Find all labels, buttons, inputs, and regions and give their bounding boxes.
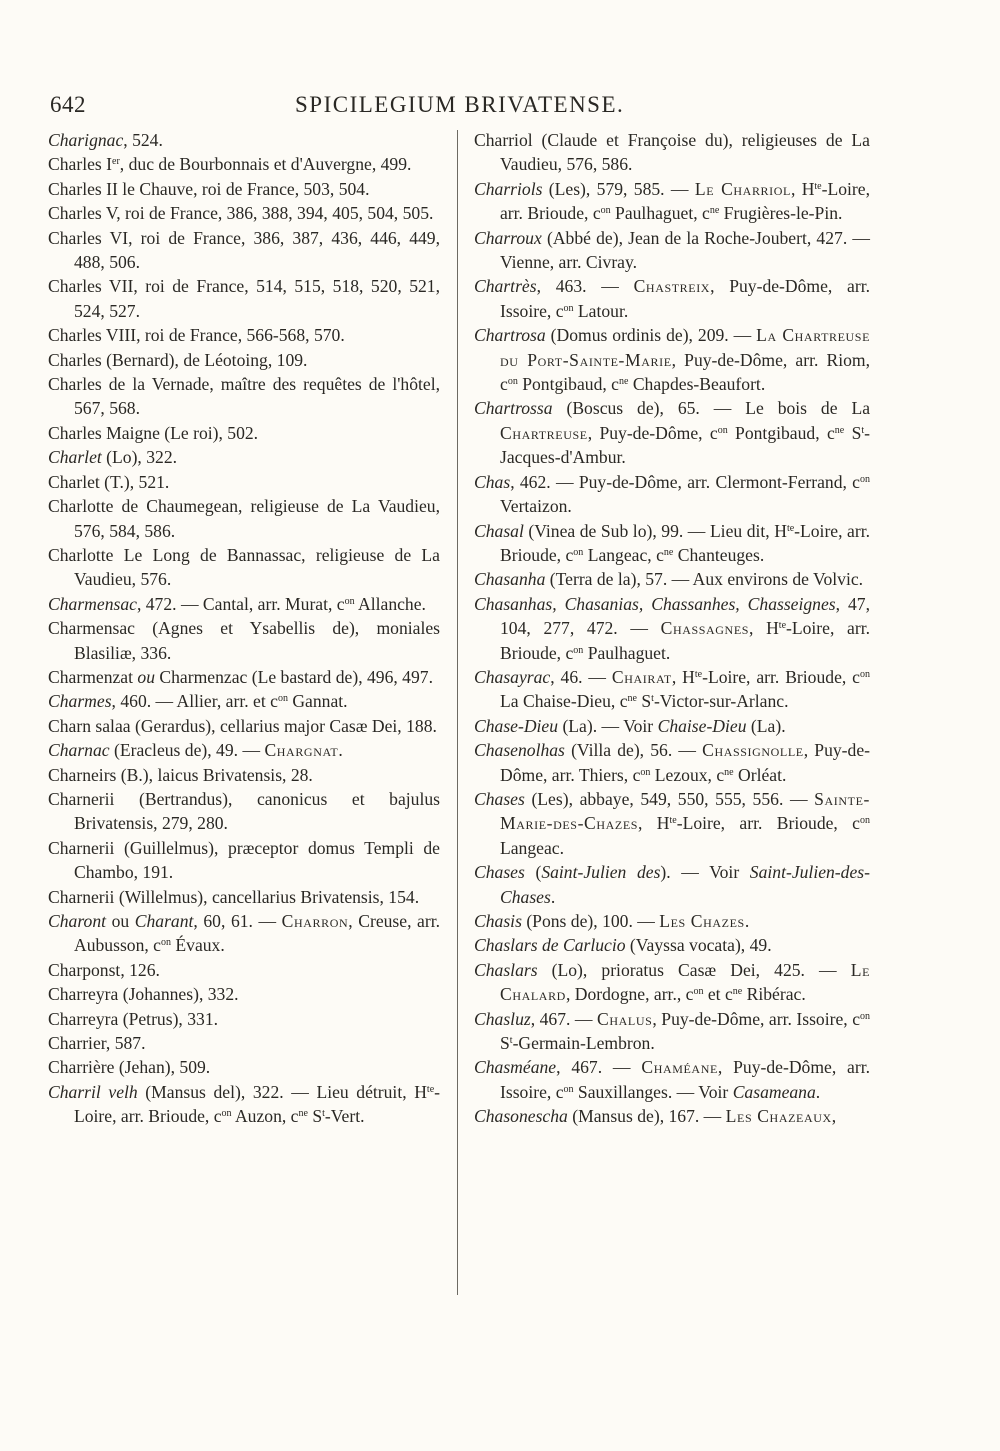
small-caps-name: La Chartreuse du Port-Sainte-Marie — [500, 325, 871, 370]
italic-term: Casameana — [732, 1081, 816, 1102]
small-caps-name: Le Charriol — [694, 178, 791, 199]
superscript: te — [426, 1083, 435, 1095]
entry-text: Ribérac. — [742, 984, 806, 1005]
superscript: ne — [618, 376, 629, 388]
entry-text: ou — [106, 911, 135, 931]
entry-text: S — [844, 422, 862, 443]
entry-text: . — [550, 886, 556, 907]
superscript: te — [694, 668, 703, 680]
entry-text: Frugières-le-Pin. — [719, 203, 843, 224]
italic-term: Chasonescha — [474, 1106, 568, 1127]
entry-text: Charnerii (Bertrandus), canonicus et bajulus Brivatensis, 279, 280. — [48, 788, 440, 834]
running-title: SPICILEGIUM BRIVATENSE. — [295, 92, 625, 117]
index-entry — [474, 128, 870, 177]
entry-text: , H — [790, 178, 815, 199]
entry-text: Orléat. — [733, 764, 787, 785]
entry-text: (Terra de la), 57. — Aux environs de Volvic. — [545, 569, 864, 590]
superscript: on — [344, 595, 355, 607]
entry-text: Vertaizon. — [500, 496, 572, 517]
entry-text: ). — Voir — [660, 862, 750, 883]
italic-term: Chartrossa — [474, 398, 553, 419]
index-entry — [48, 445, 440, 469]
entry-text: , 467. — — [556, 1057, 642, 1078]
small-caps-name: Chargnat — [264, 740, 339, 761]
italic-term: Saint-Julien-des-Chases — [500, 862, 870, 907]
italic-term: Chasanha — [474, 569, 546, 590]
superscript: on — [277, 693, 288, 705]
entry-text: Sauxillanges. — Voir — [573, 1081, 733, 1102]
entry-text: , 472. — Cantal, arr. Murat, c — [136, 593, 345, 614]
entry-text: Charlet (T.), 521. — [48, 471, 170, 492]
entry-text: Langeac, c — [583, 544, 664, 565]
entry-text: (Les), abbaye, 549, 550, 555, 556. — — [524, 788, 815, 809]
entry-text: Pontgibaud, c — [517, 374, 619, 395]
entry-text: , H — [638, 813, 670, 834]
italic-term: Charroux — [474, 227, 542, 248]
superscript: on — [640, 766, 651, 778]
entry-text: , 463. — — [536, 276, 634, 297]
italic-term: Saint-Julien des — [541, 862, 661, 883]
italic-term: Charnac — [48, 740, 110, 761]
entry-text: (Pons de), 100. — — [521, 911, 660, 931]
entry-text: -Loire, arr. Brioude, c — [500, 520, 871, 565]
superscript: on — [600, 205, 611, 217]
index-column-left — [48, 128, 440, 1129]
entry-text: , Creuse, arr. Aubusson, c — [74, 911, 441, 956]
entry-text: Charles VIII, roi de France, 566-568, 570. — [48, 325, 345, 346]
index-entry — [48, 543, 440, 592]
superscript: ne — [298, 1108, 308, 1120]
index-entry — [474, 592, 870, 665]
entry-text: Charles Maigne (Le roi), 502. — [48, 422, 259, 443]
entry-text: , — [831, 1106, 837, 1127]
entry-text: Évaux. — [171, 935, 225, 956]
entry-text: , 462. — Puy-de-Dôme, arr. Clermont-Ferrand, c — [510, 471, 860, 492]
index-entry — [48, 689, 440, 713]
superscript: te — [778, 620, 787, 632]
index-column-right — [474, 128, 870, 1129]
superscript: ne — [663, 546, 674, 558]
entry-text: , 524. — [123, 130, 163, 150]
entry-text: -Victor-sur-Arlanc. — [653, 691, 789, 712]
small-caps-name: Chalus — [597, 1008, 653, 1029]
italic-term: Chases — [474, 788, 525, 809]
running-header — [50, 92, 920, 126]
italic-term: Charont — [48, 911, 107, 931]
italic-term: Charant — [134, 911, 194, 931]
index-entry — [474, 738, 870, 787]
index-entry — [48, 348, 440, 372]
superscript: er — [112, 156, 120, 168]
superscript: ne — [724, 766, 734, 778]
index-entry — [48, 177, 440, 201]
entry-text: , Puy-de-Dôme, c — [587, 422, 718, 443]
superscript: on — [573, 644, 584, 656]
entry-text: , 460. — Allier, arr. et c — [111, 691, 278, 712]
small-caps-name: Chaméane — [641, 1057, 718, 1078]
entry-text: (La). — Voir — [558, 715, 658, 736]
italic-term: Chasal — [474, 520, 524, 541]
index-entry — [474, 787, 870, 860]
index-entry — [48, 494, 440, 543]
entry-text: ( — [524, 862, 542, 883]
italic-term: Charmes — [48, 691, 112, 712]
entry-text: (Lo), 322. — [101, 447, 178, 468]
entry-text: Charles II le Chauve, roi de France, 503, 504. — [48, 178, 370, 199]
entry-text: Charmenzac (Le bastard de), 496, 497. — [155, 666, 433, 687]
entry-text: Charles V, roi de France, 386, 388, 394, 405, 504, 505. — [48, 203, 434, 224]
superscript: on — [563, 1083, 574, 1095]
entry-text: , 60, 61. — — [193, 911, 282, 931]
entry-text: (Mansus de), 167. — — [567, 1106, 726, 1127]
entry-text: Charrière (Jehan), 509. — [48, 1057, 211, 1078]
entry-text: . — [815, 1081, 821, 1102]
entry-text: , H — [749, 618, 779, 639]
entry-text: , Puy-de-Dôme, arr. Issoire, c — [652, 1008, 861, 1029]
superscript: ne — [834, 424, 845, 436]
entry-text: S — [307, 1106, 323, 1127]
superscript: on — [860, 815, 870, 827]
superscript: ne — [627, 693, 637, 705]
entry-text: -Loire, arr. Brioude, c — [676, 813, 860, 834]
entry-text: , H — [671, 666, 695, 687]
index-entry — [474, 519, 870, 568]
superscript: t — [322, 1108, 325, 1120]
index-entry — [474, 1007, 870, 1056]
italic-term: Chartrosa — [474, 325, 546, 346]
page-number: 642 — [50, 92, 86, 117]
entry-text: Charrier, 587. — [48, 1033, 146, 1054]
entry-text: Pontgibaud, c — [727, 422, 835, 443]
superscript: ne — [709, 205, 720, 217]
index-entry — [48, 226, 440, 275]
index-entry — [474, 226, 870, 275]
index-entry — [48, 738, 440, 762]
entry-text: (Vinea de Sub lo), 99. — Lieu dit, H — [523, 520, 787, 541]
superscript: t — [651, 693, 654, 705]
entry-text: (Mansus del), 322. — Lieu détruit, H — [137, 1081, 427, 1102]
superscript: ne — [732, 986, 743, 998]
entry-text: (Abbé de), Jean de la Roche-Joubert, 427. — Vienne, arr. Civray. — [500, 227, 870, 273]
entry-text: Lezoux, c — [650, 764, 725, 785]
entry-text: (La). — [746, 715, 786, 736]
index-entry — [48, 958, 440, 982]
index-entry — [48, 470, 440, 494]
entry-text: , 46. — — [550, 666, 612, 687]
index-entry — [474, 958, 870, 1007]
entry-text: , Puy-de-Dôme, arr. Thiers, c — [500, 740, 870, 785]
italic-term: Charril velh — [48, 1081, 138, 1102]
entry-text: Gannat. — [287, 691, 348, 712]
small-caps-name: Chassagnes — [660, 618, 750, 639]
entry-text: , Puy-de-Dôme, arr. Issoire, c — [500, 1057, 870, 1102]
index-entry — [48, 1031, 440, 1055]
italic-term: Charriols — [474, 178, 543, 199]
entry-text: Charmensac (Agnes et Ysabellis de), moniales Blasiliæ, 336. — [48, 618, 440, 663]
entry-text: Charles I — [48, 154, 113, 175]
entry-text: S — [636, 691, 652, 712]
italic-term: Charignac — [48, 130, 124, 150]
index-entry — [48, 1055, 440, 1079]
entry-text: (Eracleus de), 49. — — [109, 740, 265, 761]
superscript: on — [717, 424, 728, 436]
italic-term: Chaslars de Carlucio — [474, 935, 626, 956]
index-entry — [474, 1104, 870, 1128]
entry-text: S — [500, 1033, 510, 1054]
index-entry — [474, 909, 870, 933]
entry-text: Langeac. — [500, 837, 564, 858]
index-entry — [474, 1055, 870, 1104]
entry-text: Charlotte de Chaumegean, religieuse de La Vaudieu, 576, 584, 586. — [48, 496, 440, 541]
small-caps-name: Sainte-Marie-des-Chazes — [500, 788, 870, 834]
superscript: on — [563, 302, 574, 314]
entry-text: (Domus ordinis de), 209. — — [545, 325, 757, 346]
entry-text: Charles de la Vernade, maître des requêtes de l'hôtel, 567, 568. — [48, 374, 440, 419]
entry-text: , 467. — — [530, 1008, 598, 1029]
superscript: t — [861, 424, 865, 436]
index-entry — [48, 152, 440, 176]
superscript: on — [860, 1010, 871, 1022]
index-entry — [48, 982, 440, 1006]
superscript: on — [161, 937, 171, 949]
superscript: te — [814, 180, 822, 192]
entry-text: -Germain-Lembron. — [512, 1033, 655, 1054]
italic-term: Charlet — [48, 447, 102, 468]
index-entry — [48, 616, 440, 665]
index-entry — [474, 470, 870, 519]
superscript: te — [786, 522, 795, 534]
italic-term: Chaslars — [474, 959, 538, 980]
superscript: on — [860, 473, 870, 485]
index-entry — [48, 1080, 440, 1129]
entry-text: , Puy-de-Dôme, arr. Riom, c — [500, 349, 870, 395]
superscript: on — [507, 376, 518, 388]
entry-text: . — [338, 740, 343, 761]
index-entry — [48, 372, 440, 421]
entry-text: -Jacques-d'Ambur. — [500, 422, 870, 468]
index-entry — [48, 421, 440, 445]
entry-text: Charreyra (Petrus), 331. — [48, 1008, 219, 1029]
italic-term: Chaise-Dieu — [657, 715, 747, 736]
entry-text: Auzon, c — [231, 1106, 299, 1127]
entry-text: Paulhaguet, c — [610, 203, 710, 224]
italic-term: Charmensac — [48, 593, 137, 614]
small-caps-name: Le Chalard — [500, 959, 870, 1005]
entry-text: , Dordogne, arr., c — [565, 984, 694, 1005]
index-entry — [48, 274, 440, 323]
superscript: t — [509, 1035, 513, 1047]
italic-term: Chasanhas, Chasanias, Chassanhes, Chasseignes — [474, 593, 836, 614]
index-entry — [474, 933, 870, 957]
small-caps-name: Charron — [281, 911, 349, 931]
entry-text: Charneirs (B.), laicus Brivatensis, 28. — [48, 764, 313, 785]
italic-term: ou — [137, 666, 155, 687]
index-entry — [474, 274, 870, 323]
column-divider — [457, 130, 458, 1295]
superscript: on — [693, 986, 704, 998]
index-entry — [474, 567, 870, 591]
index-entry — [48, 885, 440, 909]
small-caps-name: Chartreuse — [500, 422, 588, 443]
entry-text: -Vert. — [324, 1106, 365, 1127]
entry-text: Charles VI, roi de France, 386, 387, 436, 446, 449, 488, 506. — [48, 227, 440, 273]
small-caps-name: Chairat — [611, 666, 672, 687]
index-entry — [48, 763, 440, 787]
italic-term: Chartrès — [474, 276, 537, 297]
index-entry — [474, 665, 870, 714]
entry-text: (Les), 579, 585. — — [542, 178, 695, 199]
entry-text: (Villa de), 56. — — [564, 740, 703, 761]
entry-text: Charreyra (Johannes), 332. — [48, 984, 239, 1005]
index-entry — [474, 177, 870, 226]
entry-text: Charnerii (Willelmus), cancellarius Brivatensis, 154. — [48, 886, 420, 907]
index-entry — [48, 592, 440, 616]
italic-term: Chasméane — [474, 1057, 557, 1078]
index-entry — [474, 323, 870, 396]
index-entry — [48, 1007, 440, 1031]
superscript: on — [221, 1108, 232, 1120]
index-entry — [48, 909, 440, 958]
entry-text: -Loire, arr. Brioude, c — [74, 1081, 440, 1127]
small-caps-name: Les Chazeaux — [725, 1106, 832, 1127]
entry-text: , 47, 104, 277, 472. — — [500, 593, 870, 639]
entry-text: Charmenzat — [48, 666, 138, 687]
italic-term: Chasayrac — [474, 666, 551, 687]
entry-text: Charles VII, roi de France, 514, 515, 518, 520, 521, 524, 527. — [48, 276, 440, 321]
index-entry — [474, 860, 870, 909]
entry-text: , duc de Bourbonnais et d'Auvergne, 499. — [119, 154, 412, 175]
small-caps-name: Chastreix — [633, 276, 711, 297]
entry-text: (Lo), prioratus Casæ Dei, 425. — — [537, 959, 851, 980]
superscript: te — [669, 815, 677, 827]
italic-term: Chasis — [474, 911, 522, 931]
superscript: on — [573, 546, 584, 558]
entry-text: . — [744, 911, 750, 931]
italic-term: Chases — [474, 862, 525, 883]
entry-text: Latour. — [573, 300, 629, 321]
entry-text: et c — [703, 984, 733, 1005]
small-caps-name: Les Chazes — [659, 911, 745, 931]
entry-text: -Loire, arr. Brioude, c — [500, 618, 870, 663]
entry-text: Paulhaguet. — [583, 642, 671, 663]
entry-text: (Vayssa vocata), 49. — [625, 935, 772, 956]
entry-text: (Boscus de), 65. — Le bois de La — [552, 398, 870, 419]
italic-term: Chase-Dieu — [474, 715, 559, 736]
index-entry — [48, 323, 440, 347]
entry-text: -Loire, arr. Brioude, c — [500, 178, 870, 224]
index-entry — [474, 714, 870, 738]
index-entry — [48, 128, 440, 152]
index-entry — [474, 396, 870, 469]
entry-text: Charn salaa (Gerardus), cellarius major Casæ Dei, 188. — [48, 715, 437, 736]
entry-text: Chanteuges. — [673, 544, 765, 565]
index-entry — [48, 714, 440, 738]
entry-text: Charponst, 126. — [48, 959, 160, 980]
entry-text: Charlotte Le Long de Bannassac, religieuse de La Vaudieu, 576. — [48, 544, 440, 590]
entry-text: -Loire, arr. Brioude, c — [702, 666, 860, 687]
entry-text: La Chaise-Dieu, c — [500, 691, 628, 712]
entry-text: Charnerii (Guillelmus), præceptor domus Templi de Chambo, 191. — [48, 837, 440, 883]
italic-term: Chas — [474, 471, 511, 492]
small-caps-name: Chassignolle — [702, 740, 804, 761]
entry-text: Charles (Bernard), de Léotoing, 109. — [48, 349, 308, 370]
entry-text: Allanche. — [354, 593, 426, 614]
index-entry — [48, 787, 440, 836]
index-entry — [48, 201, 440, 225]
index-entry — [48, 836, 440, 885]
italic-term: Chasenolhas — [474, 740, 565, 761]
entry-text: Chapdes-Beaufort. — [628, 374, 766, 395]
entry-text: , Puy-de-Dôme, arr. Issoire, c — [500, 276, 870, 321]
index-entry — [48, 665, 440, 689]
superscript: on — [860, 668, 870, 680]
entry-text: Charriol (Claude et Françoise du), religieuses de La Vaudieu, 576, 586. — [474, 130, 870, 175]
italic-term: Chasluz — [474, 1008, 531, 1029]
